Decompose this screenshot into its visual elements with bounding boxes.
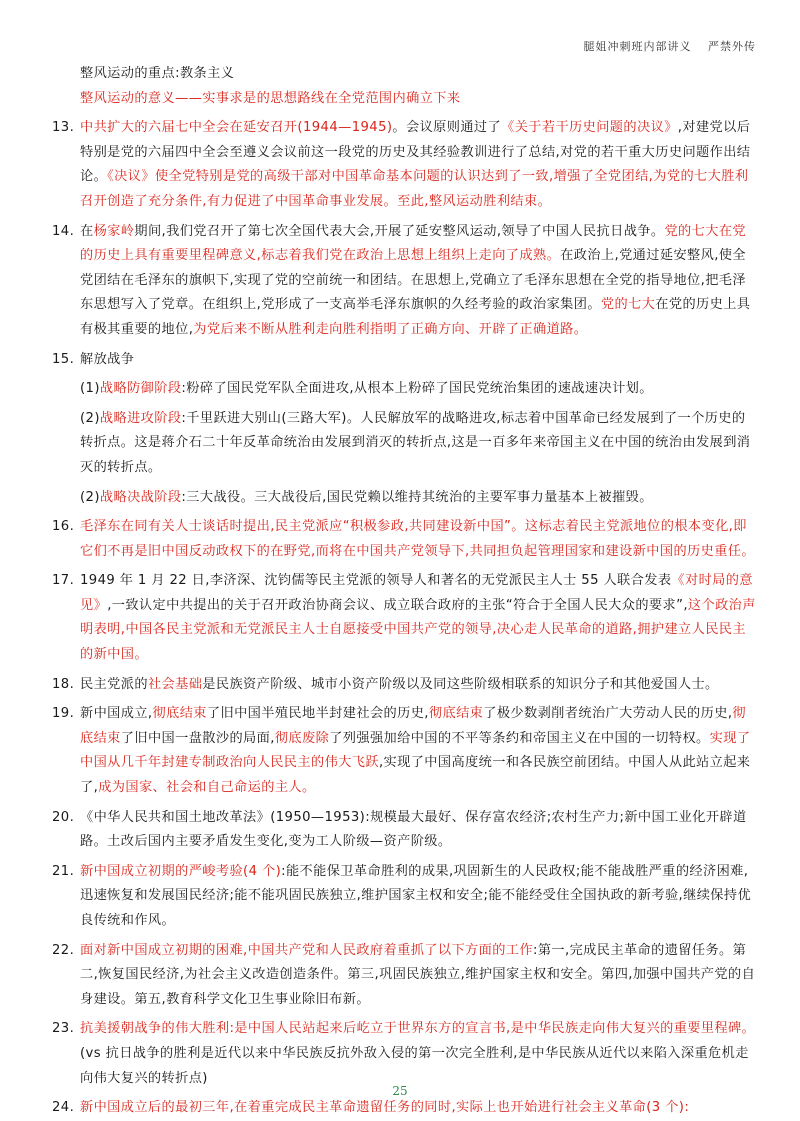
list-item <box>52 860 758 934</box>
highlight-text: 彻底结束 <box>80 706 747 746</box>
body-text: :粉碎了国民党军队全面进攻,从根本上粉碎了国民党统治集团的速战速决计划。 <box>181 381 653 397</box>
body-text: ,对建党以后特别是党的六届四中全会至遵义会议前这一段党的历史及其经验教训进行了总结,对党的若干重大历史问题作出结论。 <box>80 120 751 185</box>
highlight-text: 新中国成立初期的严峻考验(4 个) <box>80 863 282 879</box>
highlight-text: 面对新中国成立初期的困难,中国共产党和人民政府着重抓了以下方面的工作 <box>80 942 533 958</box>
highlight-text: 彻底结束 <box>152 706 207 722</box>
body-text: 在 <box>80 223 94 239</box>
lecture-content <box>52 62 758 1121</box>
highlight-text: 《关于若干历史问题的决议》 <box>501 120 678 136</box>
intro-meaning: 整风运动的意义——实事求是的思想路线在全党范围内确立下来 <box>80 90 461 106</box>
highlight-text: 彻底结束 <box>428 706 484 722</box>
body-text: 是民族资产阶级、城市小资产阶级以及同这些阶级相联系的知识分子和其他爱国人士。 <box>202 676 719 692</box>
body-text: 期间,我们党召开了第七次全国代表大会,开展了延安整风运动,领导了中国人民抗日战争。 <box>134 223 665 239</box>
intro-focus: 整风运动的重点:教条主义 <box>80 66 235 81</box>
highlight-text: 战略进攻阶段 <box>99 410 182 426</box>
sub-item <box>52 486 758 511</box>
list-item <box>52 515 758 564</box>
highlight-text: 战略决战阶段 <box>99 489 182 505</box>
highlight-text: 战略防御阶段 <box>99 381 182 397</box>
highlight-text: 毛泽东在同有关人士谈话时提出,民主党派应“积极参政,共同建设新中国”。这标志着民主党派地位的根本变化,即它们不再是旧中国反动政权下的在野党,而将在中国共产党领导下,共同担负起管理国家和建设新中国的历史重任。 <box>80 519 755 559</box>
highlight-text: 成为国家、社会和自己命运的主人。 <box>98 780 316 796</box>
body-text: (1) <box>80 381 100 397</box>
body-text: 了列强强加给中国的不平等条约和帝国主义在中国的一切特权。 <box>329 730 710 746</box>
list-item <box>52 806 758 855</box>
list-item <box>52 702 758 800</box>
body-text: 。会议原则通过了 <box>392 120 502 136</box>
body-text: 了旧中国半殖民地半封建社会的历史, <box>206 706 429 722</box>
body-text: 在政治上,党通过延安整风,使全党团结在毛泽东的旗帜下,实现了党的空前统一和团结。在思想上,党确立了毛泽东思想在全党的指导地位,把毛泽东思想写入了党章。在组织上,党形成了一支高举毛泽东旗帜的久经考验的政治家集团。 <box>80 248 746 313</box>
item-number: 15. <box>52 351 75 367</box>
body-text: :能不能保卫革命胜利的成果,巩固新生的人民政权;能不能战胜严重的经济困难,迅速恢复和发展国民经济;能不能巩固民族独立,维护国家主权和安全;能不能经受住全国执政的新考验,继续保持优良传统和作风。 <box>80 863 752 928</box>
item-number: 16. <box>52 519 75 535</box>
highlight-text: 《决议》使全党特别是党的高级干部对中国革命基本问题的认识达到了一致,增强了全党团结,为党的七大胜利召开创造了充分条件,有力促进了中国革命事业发展。至此,整风运动胜利结束。 <box>80 169 749 209</box>
body-text: 民主党派的 <box>80 676 148 692</box>
list-item <box>52 116 758 214</box>
list-item <box>52 220 758 343</box>
item-number: 14. <box>52 223 75 239</box>
body-text: 新中国成立, <box>80 706 153 722</box>
highlight-text: 中共扩大的六届七中全会在延安召开(1944—1945) <box>80 120 393 136</box>
body-text: :三大战役。三大战役后,国民党赖以维持其统治的主要军事力量基本上被摧毁。 <box>181 489 653 505</box>
list-item <box>52 569 758 667</box>
header-course-title: 腿姐冲刺班内部讲义 <box>583 40 692 53</box>
body-text: ,实现了中国高度统一和各民族空前团结。中国人从此站立起来了, <box>80 755 751 796</box>
list-item <box>52 348 758 373</box>
sub-item <box>52 377 758 402</box>
highlight-text: 抗美援朝战争的伟大胜利:是中国人民站起来后屹立于世界东方的宣言书,是中华民族走向伟大复兴的重要里程碑。 <box>80 1021 756 1037</box>
sub-item <box>52 407 758 481</box>
body-text: :千里跃进大别山(三路大军)。人民解放军的战略进攻,标志着中国革命已经发展到了一个历史的转折点。这是蒋介石二十年反革命统治由发展到消灭的转折点,这是一百多年来帝国主义在中国的统治由发展到消灭的转折点。 <box>80 410 751 475</box>
highlight-text: 《对时局的意见》 <box>80 573 753 613</box>
item-number: 22. <box>52 942 75 958</box>
body-text: (vs 抗日战争的胜利是近代以来中华民族反抗外敌入侵的第一次完全胜利,是中华民族从近代以来陷入深重危机走向伟大复兴的转折点) <box>80 1045 749 1086</box>
item-number: 13. <box>52 120 75 136</box>
body-text: :第一,完成民主革命的遗留任务。第二,恢复国民经济,为社会主义改造创造条件。第三,巩固民族独立,维护国家主权和安全。第四,加强中国共产党的自身建设。第五,教育科学文化卫生事业除旧布新。 <box>80 942 756 1007</box>
highlight-text: 社会基础 <box>147 676 203 692</box>
highlight-text: 实现了中国从几千年封建专制政治向人民民主的伟大飞跃 <box>80 730 751 771</box>
body-text: 1949 年 1 月 22 日,李济深、沈钧儒等民主党派的领导人和著名的无党派民主人士 55 人联合发表 <box>80 573 672 589</box>
body-text: (2) <box>80 489 100 505</box>
item-number: 23. <box>52 1021 75 1037</box>
body-text: 《中华人民共和国土地改革法》(1950—1953):规模最大最好、保存富农经济;农村生产力;新中国工业化开辟道路。土改后国内主要矛盾发生变化,变为工人阶级—资产阶级。 <box>80 809 747 850</box>
body-text: 了极少数剥削者统治广大劳动人民的历史, <box>483 706 733 722</box>
page-number-text: 25 <box>392 1084 408 1098</box>
body-text: (2) <box>80 410 100 426</box>
highlight-text: 这个政治声明表明,中国各民主党派和无党派民主人士自愿接受中国共产党的领导,决心走人民革命的道路,拥护建立人民民主的新中国。 <box>80 597 756 663</box>
item-number: 17. <box>52 573 75 589</box>
page-header <box>572 38 757 54</box>
body-text: 在党的历史上具有极其重要的地位, <box>80 297 751 337</box>
body-text: 解放战争 <box>80 351 135 367</box>
body-text: 了旧中国一盘散沙的局面, <box>120 730 275 746</box>
highlight-text: 党的七大 <box>600 297 656 313</box>
highlight-text: 为党后来不断从胜利走向胜利指明了正确方向、开辟了正确道路。 <box>193 321 588 337</box>
item-number: 18. <box>52 676 75 692</box>
highlight-text: 党的七大在党的历史上具有重要里程碑意义,标志着我们党在政治上思想上组织上走向了成熟。 <box>80 223 746 264</box>
list-item <box>52 1017 758 1091</box>
list-item <box>52 939 758 1013</box>
item-number: 19. <box>52 706 75 722</box>
highlight-text: 彻底废除 <box>274 730 330 746</box>
list-item <box>52 1096 758 1121</box>
item-list <box>52 111 758 1121</box>
highlight-text: 新中国成立后的最初三年,在着重完成民主革命遗留任务的同时,实际上也开始进行社会主义革命(3 个): <box>80 1100 690 1116</box>
item-number: 21. <box>52 863 75 879</box>
item-number: 20. <box>52 809 75 825</box>
page-number <box>0 1084 800 1098</box>
item-number: 24. <box>52 1100 75 1116</box>
body-text: ,一致认定中共提出的关于召开政治协商会议、成立联合政府的主张“符合于全国人民大众的要求”, <box>107 597 688 613</box>
list-item <box>52 673 758 698</box>
highlight-text: 杨家岭 <box>93 223 135 239</box>
header-notice: 严禁外传 <box>708 40 756 53</box>
